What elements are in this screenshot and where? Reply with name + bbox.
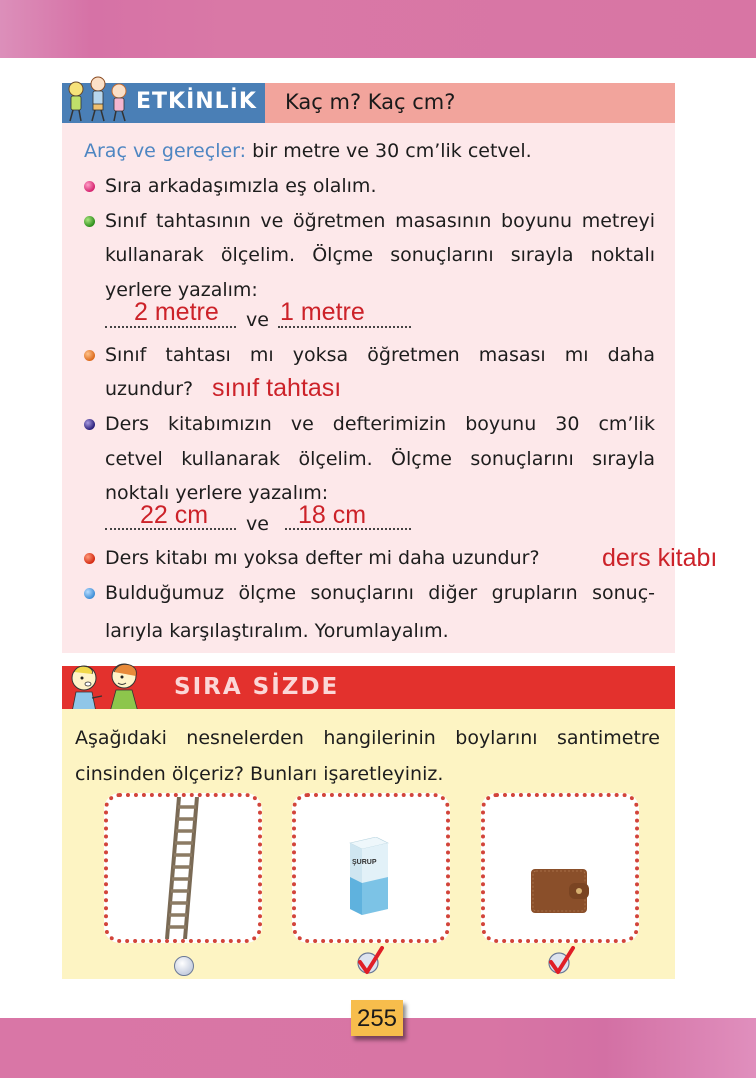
- item-3-line-2: uzundur?: [105, 378, 194, 400]
- option-card-wallet: [481, 793, 639, 943]
- your-turn-header: [62, 666, 675, 709]
- bullet-icon: [84, 216, 95, 227]
- activity-badge: [62, 83, 265, 123]
- materials-line: [84, 139, 532, 163]
- materials-label: Araç ve gereçler:: [84, 140, 247, 162]
- wallet-icon: [529, 867, 591, 915]
- answer-longer-board-desk: sınıf tahtası: [212, 374, 342, 402]
- activity-badge-label: ETKİNLİK: [136, 89, 257, 114]
- item-3-line-1: Sınıf tahtası mı yoksa öğretmen masası mı daha: [105, 344, 655, 366]
- option-checkmark-wallet[interactable]: [546, 946, 576, 976]
- connector-ve: ve: [246, 309, 269, 331]
- answer-board-length: 2 metre: [134, 298, 219, 326]
- top-decorative-band: [0, 0, 756, 58]
- syrup-box-label: ŞURUP: [352, 859, 377, 866]
- page-number: 255: [351, 1000, 403, 1036]
- activity-header: [62, 83, 675, 123]
- bullet-icon: [84, 181, 95, 192]
- item-4-line-3: noktalı yerlere yazalım:: [105, 482, 329, 504]
- answer-notebook-length: 18 cm: [298, 501, 367, 529]
- option-card-ladder: [104, 793, 262, 943]
- answer-longer-book-notebook: ders kitabı: [602, 544, 718, 572]
- syrup-box-icon: [346, 837, 392, 917]
- item-4-line-1: Ders kitabımızın ve defterimizin boyunu 30 cm’lik: [105, 413, 655, 435]
- option-radio-ladder[interactable]: [174, 956, 194, 976]
- option-checkmark-syrup-box[interactable]: [355, 946, 385, 976]
- activity-title-bar: [265, 83, 675, 123]
- item-1-line-1: Sıra arkadaşımızla eş olalım.: [105, 175, 377, 197]
- children-illustration-icon: [64, 75, 134, 125]
- bullet-icon: [84, 419, 95, 430]
- question-line-1: Aşağıdaki nesnelerden hangilerinin boylarını santimetre: [75, 727, 660, 749]
- bullet-icon: [84, 553, 95, 564]
- activity-title: Kaç m? Kaç cm?: [285, 90, 456, 114]
- bullet-icon: [84, 350, 95, 361]
- answer-book-length: 22 cm: [140, 501, 209, 529]
- option-card-syrup-box: [292, 793, 450, 943]
- item-4-line-2: cetvel kullanarak ölçelim. Ölçme sonuçlarını sırayla: [105, 448, 655, 470]
- item-6-line-2: larıyla karşılaştıralım. Yorumlayalım.: [105, 620, 449, 642]
- materials-text: bir metre ve 30 cm’lik cetvel.: [252, 140, 532, 162]
- item-6-line-1: Bulduğumuz ölçme sonuçlarını diğer grupların sonuç-: [105, 582, 655, 604]
- connector-ve: ve: [246, 513, 269, 535]
- item-5-line-1: Ders kitabı mı yoksa defter mi daha uzundur?: [105, 547, 540, 569]
- answer-desk-length: 1 metre: [280, 298, 365, 326]
- talking-children-icon: [66, 662, 154, 712]
- item-2-line-2: kullanarak ölçelim. Ölçme sonuçlarını sırayla noktalı: [105, 244, 655, 266]
- ladder-icon: [163, 797, 203, 939]
- item-2-line-1: Sınıf tahtasının ve öğretmen masasının boyunu metreyi: [105, 210, 655, 232]
- bullet-icon: [84, 588, 95, 599]
- your-turn-label: SIRA SİZDE: [174, 674, 340, 700]
- item-2-line-3: yerlere yazalım:: [105, 279, 258, 301]
- question-line-2: cinsinden ölçeriz? Bunları işaretleyiniz.: [75, 763, 444, 785]
